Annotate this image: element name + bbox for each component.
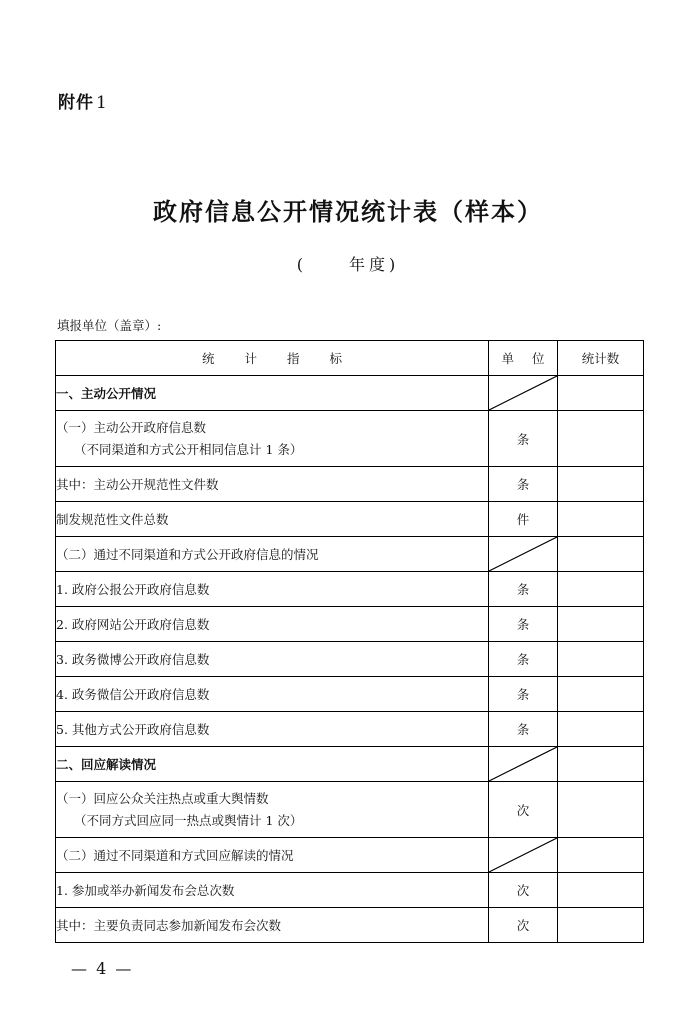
attachment-word: 附件 [58, 93, 94, 113]
indicator-cell: 其中：主动公开规范性文件数 [56, 467, 489, 502]
year-text: 年度) [349, 255, 400, 274]
unit-cell: 条 [489, 712, 558, 747]
page-title: 政府信息公开情况统计表（样本） [153, 197, 543, 226]
year-line [0, 252, 696, 275]
table-row [56, 502, 644, 537]
count-cell [558, 467, 644, 502]
indicator-cell: 2. 政府网站公开政府信息数 [56, 607, 489, 642]
indicator-cell: （二）通过不同渠道和方式回应解读的情况 [56, 838, 489, 873]
count-cell [558, 838, 644, 873]
count-cell [558, 712, 644, 747]
count-cell [558, 572, 644, 607]
unit-cell: 次 [489, 873, 558, 908]
indicator-cell: 一、主动公开情况 [56, 376, 489, 411]
indicator-cell: 1. 参加或举办新闻发布会总次数 [56, 873, 489, 908]
indicator-note: （不同方式回应同一热点或舆情计 1 次） [74, 812, 303, 828]
header-count: 统计数 [558, 341, 644, 376]
indicator-cell: 5. 其他方式公开政府信息数 [56, 712, 489, 747]
diagonal-line [489, 376, 557, 410]
indicator-cell: 二、回应解读情况 [56, 747, 489, 782]
table-row [56, 376, 644, 411]
indicator-cell [56, 782, 489, 838]
table-row [56, 908, 644, 943]
table-row [56, 782, 644, 838]
count-cell [558, 782, 644, 838]
table-row [56, 411, 644, 467]
count-cell [558, 747, 644, 782]
year-open-paren: ( [296, 255, 303, 274]
unit-cell: 次 [489, 908, 558, 943]
header-unit: 单 位 [489, 341, 558, 376]
unit-cell: 件 [489, 502, 558, 537]
diagonal-line [489, 747, 557, 781]
count-cell [558, 537, 644, 572]
indicator-cell: 3. 政务微博公开政府信息数 [56, 642, 489, 677]
table-header-row [56, 341, 644, 376]
indicator-text: （一）回应公众关注热点或重大舆情数 [56, 790, 269, 806]
unit-cell [489, 838, 558, 873]
header-indicator: 统 计 指 标 [56, 341, 489, 376]
table-row [56, 838, 644, 873]
fill-unit-label: 填报单位（盖章）: [57, 318, 162, 333]
unit-cell: 条 [489, 607, 558, 642]
unit-cell: 次 [489, 782, 558, 838]
unit-cell [489, 537, 558, 572]
table-row [56, 572, 644, 607]
page-number: — 4 — [71, 959, 134, 978]
statistics-table [55, 340, 644, 943]
count-cell [558, 873, 644, 908]
indicator-cell: 制发规范性文件总数 [56, 502, 489, 537]
indicator-cell: 1. 政府公报公开政府信息数 [56, 572, 489, 607]
unit-cell: 条 [489, 411, 558, 467]
table-row [56, 873, 644, 908]
indicator-cell: 4. 政务微信公开政府信息数 [56, 677, 489, 712]
unit-cell [489, 747, 558, 782]
table-row [56, 607, 644, 642]
unit-cell: 条 [489, 572, 558, 607]
table-row [56, 642, 644, 677]
indicator-cell [56, 411, 489, 467]
count-cell [558, 411, 644, 467]
count-cell [558, 677, 644, 712]
indicator-cell: （二）通过不同渠道和方式公开政府信息的情况 [56, 537, 489, 572]
indicator-cell: 其中：主要负责同志参加新闻发布会次数 [56, 908, 489, 943]
unit-cell [489, 376, 558, 411]
count-cell [558, 642, 644, 677]
unit-cell: 条 [489, 642, 558, 677]
attachment-number: 1 [96, 93, 108, 113]
table-row [56, 712, 644, 747]
attachment-label [58, 88, 108, 113]
indicator-text: （一）主动公开政府信息数 [56, 419, 207, 435]
diagonal-line [489, 838, 557, 872]
diagonal-line [489, 537, 557, 571]
table-row [56, 537, 644, 572]
count-cell [558, 607, 644, 642]
count-cell [558, 376, 644, 411]
count-cell [558, 908, 644, 943]
count-cell [558, 502, 644, 537]
table-row [56, 747, 644, 782]
table-row [56, 677, 644, 712]
table-row [56, 467, 644, 502]
unit-cell: 条 [489, 677, 558, 712]
indicator-note: （不同渠道和方式公开相同信息计 1 条） [74, 441, 303, 457]
unit-cell: 条 [489, 467, 558, 502]
